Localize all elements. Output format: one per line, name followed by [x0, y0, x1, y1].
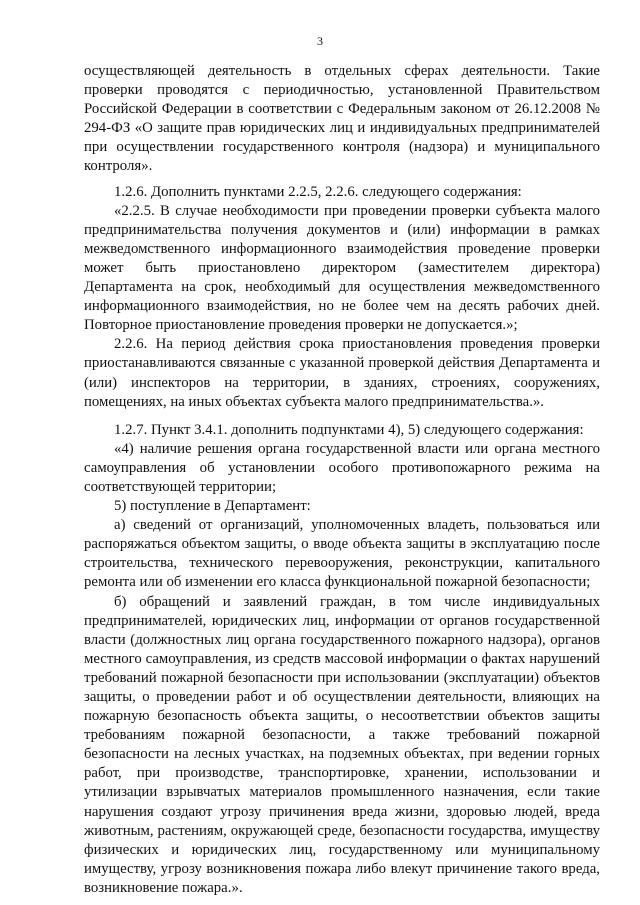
paragraph-item-2-2-5: «2.2.5. В случае необходимости при проведении проверки субъекта малого предпринимательства получения документов и (или) информации в рамках межведомственного информационного взаимодействия проведение проверки может быть приостановлено директором (заместителем директора) Департамента на срок, необходимый для осуществления межведомственного информационного взаимодействия, но не более чем на десять рабочих дней. Повторное приостановление проведения проверки не допускается.»;: [84, 202, 600, 334]
paragraph-subitem-5: 5) поступление в Департамент:: [114, 498, 311, 515]
paragraph-inspection-periodicity: осуществляющей деятельность в отдельных сферах деятельности. Такие проверки проводятся с периодичностью, установленной Правительством Российской Федерации в соответствии с Федеральным законом от 26.12.2008 № 294-ФЗ «О защите прав юридических лиц и индивидуальных предпринимателей при осуществлении государственного контроля (надзора) и муниципального контроля».: [84, 63, 600, 175]
paragraph-item-2-2-6: 2.2.6. На период действия срока приостановления проведения проверки приостанавливаются связанные с указанной проверкой действия Департамента и (или) инспекторов на территории, в зданиях, строениях, сооружениях, помещениях, на иных объектах субъекта малого предпринимательства.».: [84, 336, 600, 410]
paragraph-subitem-a: а) сведений от организаций, уполномоченных владеть, пользоваться или распоряжаться объектом защиты, о вводе объекта защиты в эксплуатацию после строительства, технического перевооружения, реконструкции, капитального ремонта или об изменении его класса функциональной пожарной безопасности;: [84, 517, 600, 591]
document-body: [84, 62, 600, 898]
paragraph-subitem-b: б) обращений и заявлений граждан, в том числе индивидуальных предпринимателей, юридических лиц, информации от органов государственной власти (должностных лиц органа государственного пожарного надзора), органов местного самоуправления, из средств массовой информации о фактах нарушений требований пожарной безопасности при использовании (эксплуатации) объектов защиты, о проведении работ и об осуществлении деятельности, влияющих на пожарную безопасность объекта защиты, о несоответствии объектов защиты требованиям пожарной безопасности, а также требований пожарной безопасности на лесных участках, на подземных объектах, при ведении горных работ, при производстве, транспортировке, хранении, использовании и утилизации взрывчатых материалов промышленного назначения, если такие нарушения создают угрозу причинения вреда жизни, здоровью людей, вреда животным, растениям, окружающей среде, безопасности государства, имуществу физических и юридических лиц, государственному или муниципальному имуществу, угрозу возникновения пожара либо влекут причинение такого вреда, возникновение пожара.».: [84, 593, 600, 896]
page-number: 3: [317, 34, 323, 48]
paragraph-item-1-2-7: 1.2.7. Пункт 3.4.1. дополнить подпунктами 4), 5) следующего содержания:: [114, 421, 584, 438]
paragraph-item-1-2-6: 1.2.6. Дополнить пунктами 2.2.5, 2.2.6. следующего содержания:: [114, 183, 522, 200]
paragraph-subitem-4: «4) наличие решения органа государственной власти или органа местного самоуправления об установлении особого противопожарного режима на соответствующей территории;: [84, 440, 600, 495]
